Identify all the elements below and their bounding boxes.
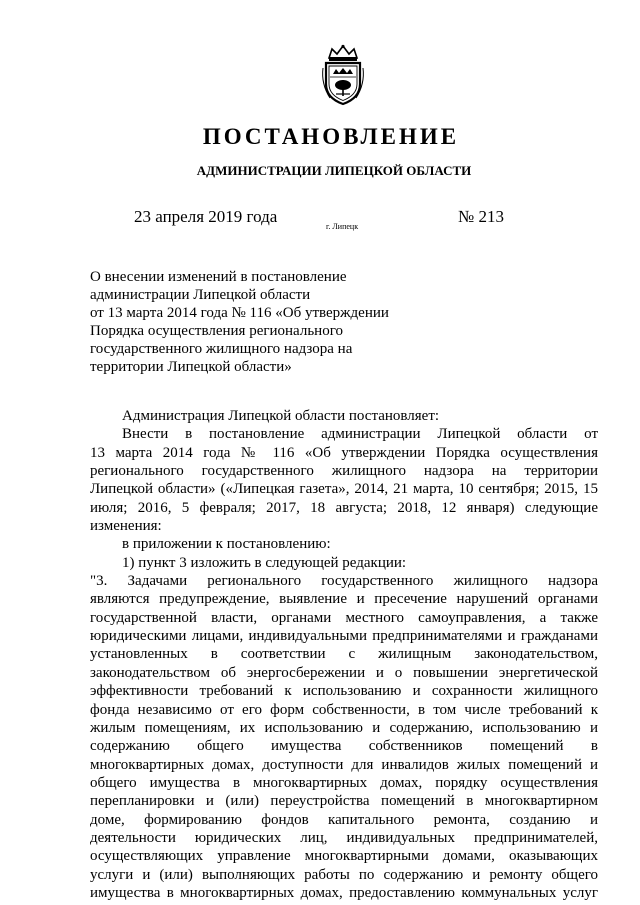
body-line: услуги и (или) выполняющих работы по содержанию и ремонту общего	[90, 866, 598, 883]
subject-line: от 13 марта 2014 года № 116 «Об утверждении	[90, 305, 389, 321]
body-line: фонда независимо от его форм собственности, в том числе требований к	[90, 701, 598, 718]
body-line: государственной власти, органами местного самоуправления, а также	[90, 609, 598, 626]
body-line: юридическими лицами, индивидуальными предпринимателями и гражданами	[90, 628, 598, 645]
body-line: июля; 2016, 5 февраля; 2017, 18 августа; 2018, 12 января) следующие	[90, 499, 598, 516]
body-line: Внести в постановление администрации Липецкой области от	[122, 426, 598, 443]
subject-line: О внесении изменений в постановление	[90, 269, 347, 285]
subject-line: территории Липецкой области»	[90, 359, 292, 375]
body-line: жилым помещениям, их использованию и содержанию, использованию и	[90, 719, 598, 736]
document-body	[90, 407, 598, 902]
subject-line: администрации Липецкой области	[90, 287, 311, 303]
document-date: 23 апреля 2019 года	[134, 207, 278, 226]
coat-of-arms-emblem	[320, 44, 366, 106]
document-subject	[90, 268, 430, 376]
subject-line: Порядка осуществления регионального	[90, 323, 343, 339]
document-number: № 213	[458, 207, 504, 226]
body-line: установленных в соответствии с жилищным законодательством,	[90, 646, 598, 663]
body-line: доме, формированию фондов капитального ремонта, созданию и	[90, 811, 598, 828]
body-line: осуществляющих управление многоквартирными домами, оказывающих	[90, 848, 598, 865]
body-line: являются предупреждение, выявление и пресечение нарушений органами	[90, 591, 598, 608]
body-line: Липецкой области» («Липецкая газета», 2014, 21 марта, 10 сентября; 2015, 15	[90, 481, 598, 498]
document-title: ПОСТАНОВЛЕНИЕ	[202, 124, 460, 149]
body-line: общего имущества в многоквартирных домах, порядку осуществления	[90, 774, 598, 791]
preamble: Администрация Липецкой области постановляет:	[122, 408, 440, 424]
body-line: 13 марта 2014 года № 116 «Об утверждении Порядка осуществления	[90, 444, 598, 461]
body-line: изменения:	[90, 518, 162, 535]
body-line: имущества в многоквартирных домах, предоставлению коммунальных услуг	[90, 884, 598, 901]
body-line: "3. Задачами регионального государственного жилищного надзора	[90, 573, 598, 590]
body-line: эффективности требований к использованию и сохранности жилищного	[90, 683, 598, 700]
body-line: 1) пункт 3 изложить в следующей редакции:	[122, 554, 407, 571]
body-line: деятельности юридических лиц, индивидуальных предпринимателей,	[90, 829, 598, 846]
issuing-authority: АДМИНИСТРАЦИИ ЛИПЕЦКОЙ ОБЛАСТИ	[196, 163, 472, 178]
body-line: содержанию общего имущества собственников помещений в	[90, 738, 598, 755]
body-line: регионального государственного жилищного надзора на территории	[90, 463, 598, 480]
body-line: многоквартирных домах, доступности для инвалидов жилых помещений и	[90, 756, 598, 773]
body-line: перепланировки и (или) переустройства помещений в многоквартирном	[90, 793, 598, 810]
body-line: законодательством об энергосбережении и о повышении энергетической	[90, 664, 598, 681]
document-city: г. Липецк	[326, 222, 359, 231]
subject-line: государственного жилищного надзора на	[90, 341, 353, 357]
body-line: в приложении к постановлению:	[122, 536, 331, 553]
